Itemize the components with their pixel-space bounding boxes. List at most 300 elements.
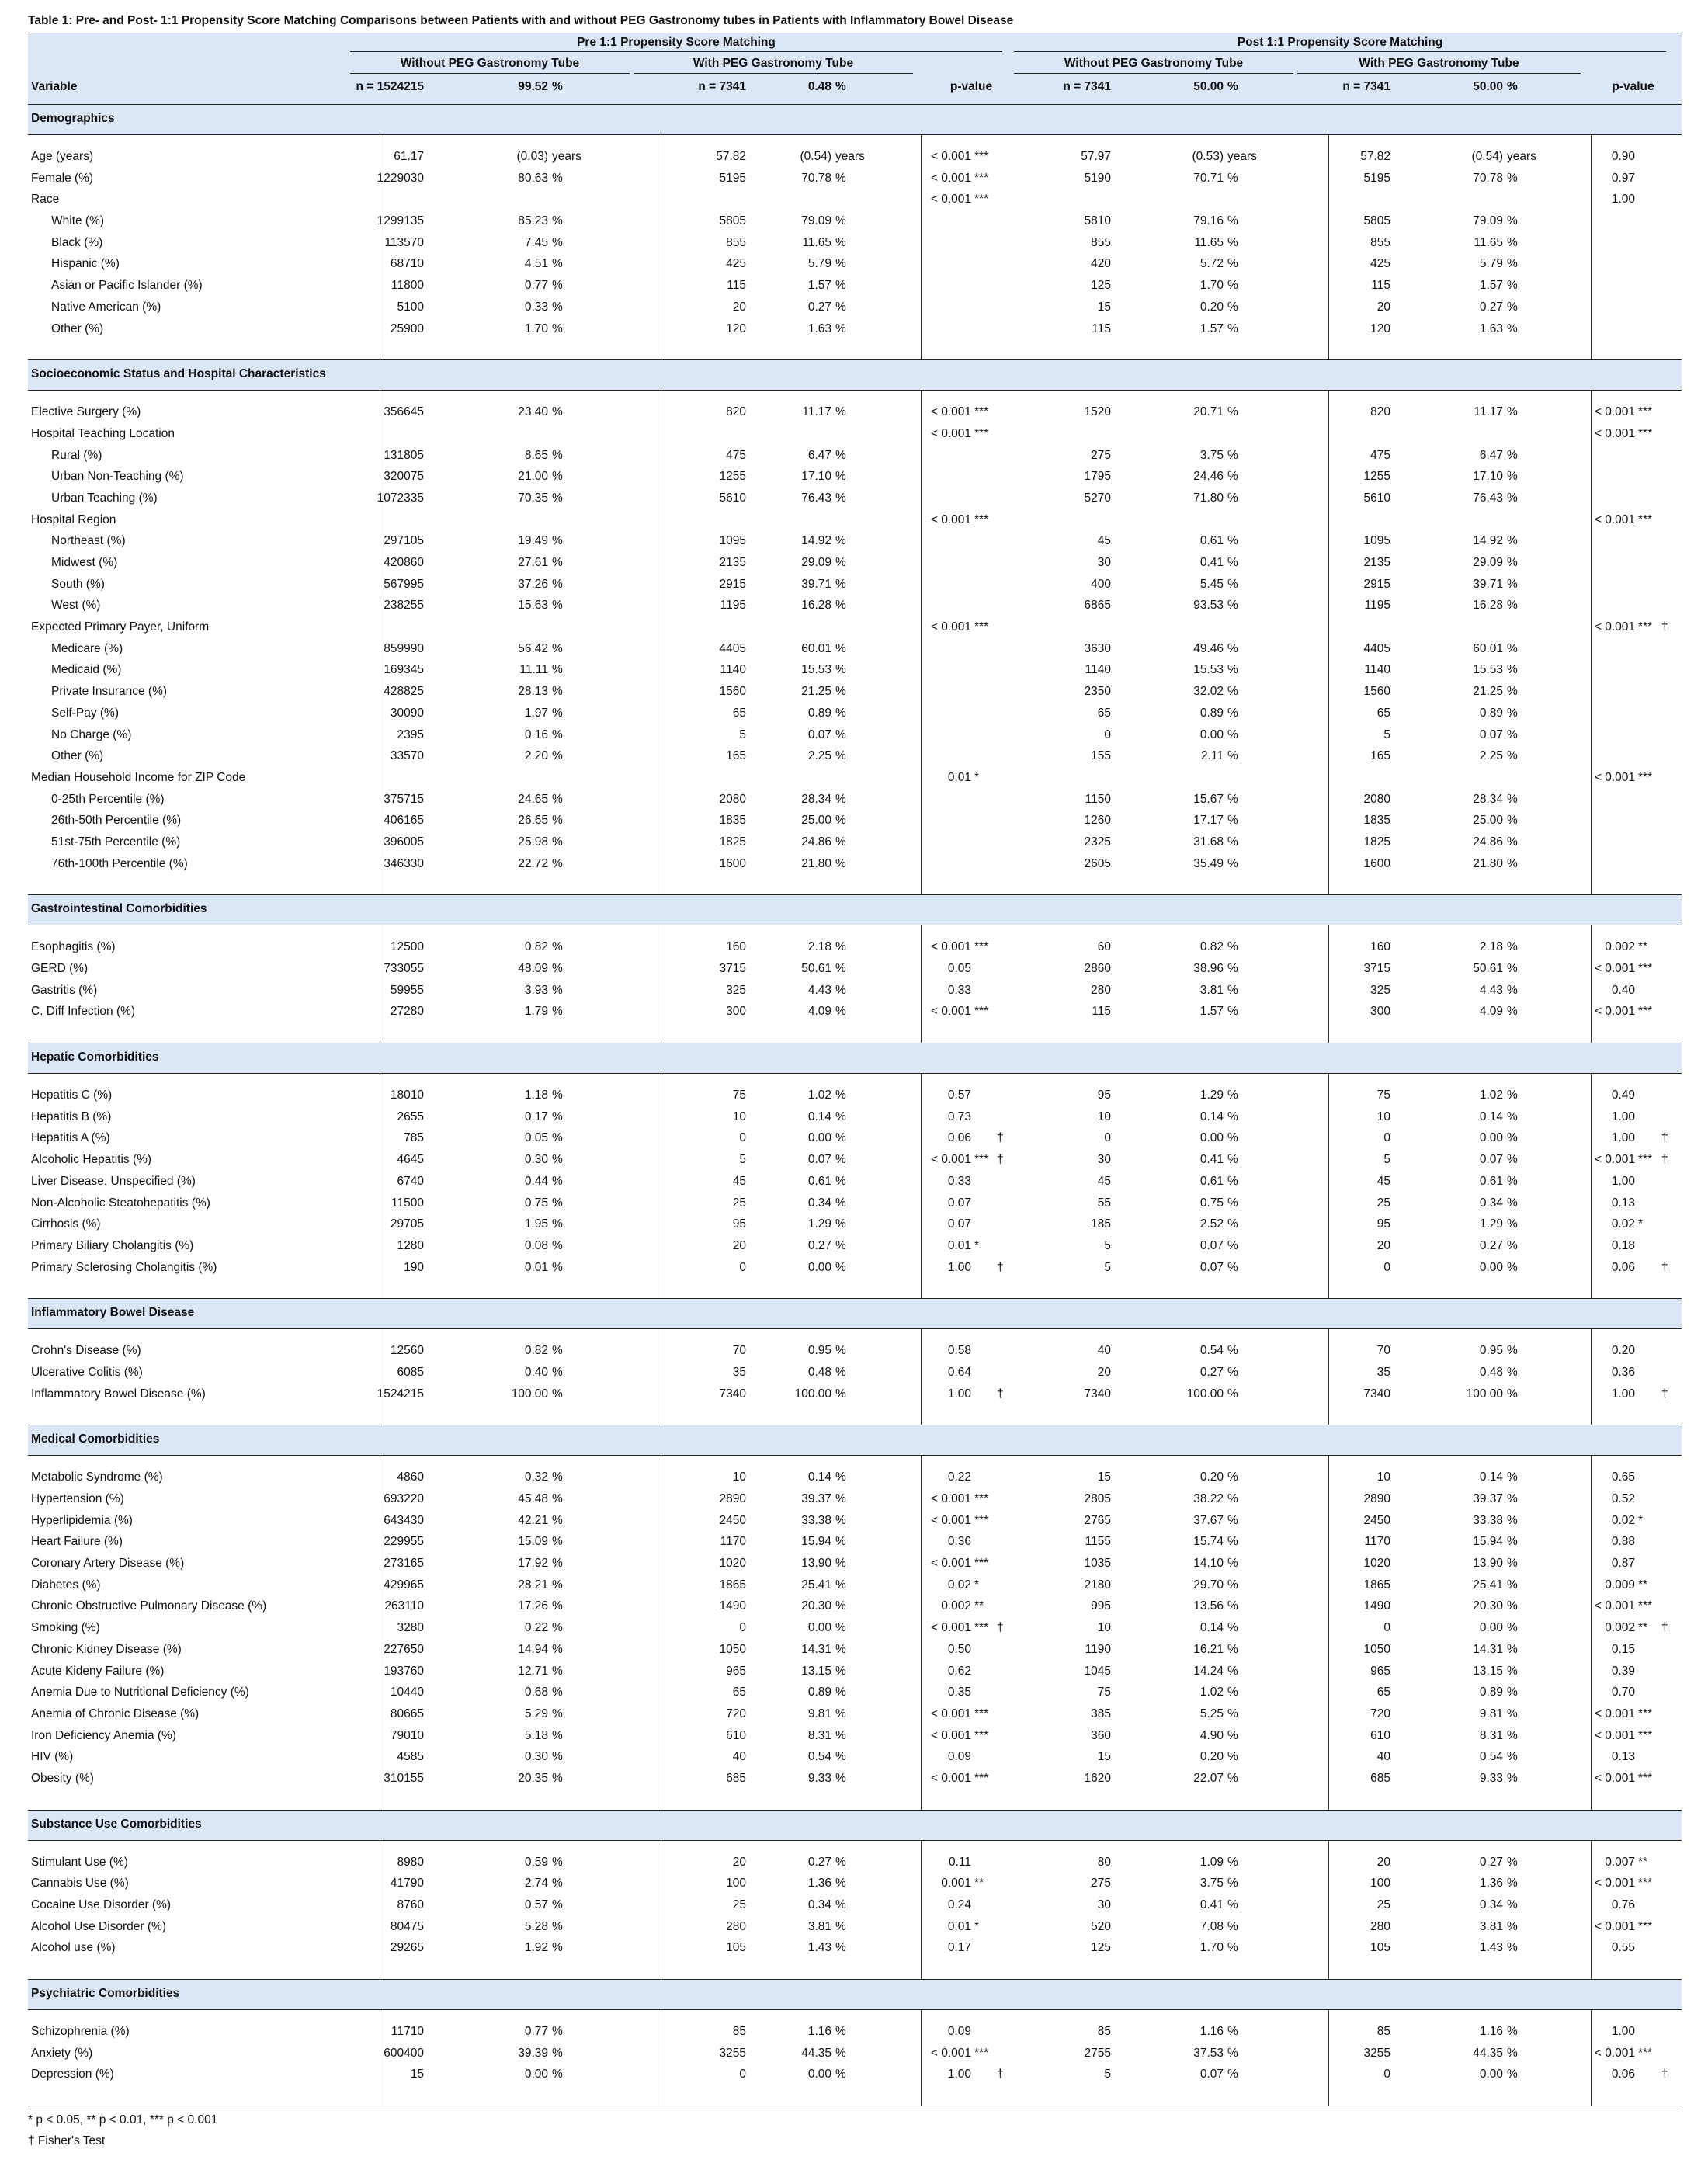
post-without-count: 155 xyxy=(1091,749,1111,763)
post-pvalue: 0.87 xyxy=(1611,1557,1635,1571)
pre-with-percent: 14.92 xyxy=(801,534,831,548)
post-without-percent: 5.72 xyxy=(1199,257,1224,271)
post-with-count: 25 xyxy=(1376,1898,1390,1911)
post-with-count: 65 xyxy=(1376,706,1390,720)
pre-without-percent: 5.29 xyxy=(524,1706,548,1720)
significance-stars: *** xyxy=(1638,770,1653,784)
post-pvalue: < 0.001 xyxy=(1594,1728,1635,1742)
pre-pvalue: 0.06 xyxy=(947,1131,971,1145)
post-with-percent: 28.34 xyxy=(1473,792,1503,806)
pre-with-percent: 0.54 xyxy=(807,1750,831,1764)
post-with-count: 300 xyxy=(1370,1005,1390,1019)
table-row xyxy=(28,1852,1682,1873)
post-without-count: 2805 xyxy=(1084,1492,1111,1505)
table-row xyxy=(28,2021,1682,2043)
pre-matching-rule xyxy=(350,51,1002,52)
post-without-count: 75 xyxy=(1097,1686,1111,1700)
pre-without-count: 8760 xyxy=(397,1898,424,1911)
pre-with-unit: % xyxy=(835,491,846,505)
post-without-count: 5 xyxy=(1104,1260,1111,1274)
pre-with-unit: % xyxy=(835,577,846,591)
post-without-percent: 0.07 xyxy=(1199,1260,1224,1274)
post-with-count: 57.82 xyxy=(1360,150,1390,163)
post-without-percent: 0.07 xyxy=(1199,1238,1224,1252)
pre-with-count: 0 xyxy=(739,1260,746,1274)
pre-with-percent: 1.36 xyxy=(807,1877,831,1890)
post-with-unit: % xyxy=(1507,1557,1518,1571)
post-with-count: 70 xyxy=(1376,1344,1390,1358)
pre-with-unit: % xyxy=(835,962,846,975)
pre-without-unit: % xyxy=(552,300,563,314)
post-with-count: 45 xyxy=(1376,1174,1390,1188)
pre-without-header: Without PEG Gastronomy Tube xyxy=(400,57,580,70)
post-pvalue: < 0.001 xyxy=(1594,426,1635,440)
pre-with-unit: % xyxy=(835,1706,846,1720)
pre-with-percent: 76.43 xyxy=(801,491,831,505)
post-with-percent: 0.07 xyxy=(1479,727,1503,741)
pre-with-count: 20 xyxy=(732,1238,746,1252)
post-without-unit: % xyxy=(1227,1664,1238,1678)
pre-without-unit: % xyxy=(552,663,563,677)
pre-with-unit: % xyxy=(835,641,846,655)
pre-with-unit: % xyxy=(835,257,846,271)
pre-without-count: 33570 xyxy=(390,749,424,763)
pre-without-unit: % xyxy=(552,1174,563,1188)
pre-with-unit: % xyxy=(835,1855,846,1869)
post-pvalue: < 0.001 xyxy=(1594,1153,1635,1167)
pre-with-count: 280 xyxy=(726,1919,746,1933)
significance-stars: *** xyxy=(974,193,989,207)
variable-label: Non-Alcoholic Steatohepatitis (%) xyxy=(31,1196,210,1210)
variable-label: Cocaine Use Disorder (%) xyxy=(31,1898,172,1911)
post-with-percent: 0.34 xyxy=(1479,1196,1503,1210)
pre-with-unit: % xyxy=(835,1513,846,1527)
pre-with-percent: 44.35 xyxy=(801,2046,831,2060)
pre-with-percent: 4.09 xyxy=(807,1005,831,1019)
pre-with-percent: 0.89 xyxy=(807,1686,831,1700)
pre-without-unit: % xyxy=(552,2046,563,2060)
post-with-count: 20 xyxy=(1376,1238,1390,1252)
pre-without-unit: % xyxy=(552,1557,563,1571)
pre-pvalue: 0.35 xyxy=(947,1686,971,1700)
significance-stars: *** xyxy=(1638,426,1653,440)
pre-without-percent: 19.49 xyxy=(518,534,548,548)
pre-without-count: 1280 xyxy=(397,1238,424,1252)
pre-without-count: 310155 xyxy=(384,1771,424,1785)
post-with-percent: 44.35 xyxy=(1473,2046,1503,2060)
section-header xyxy=(28,1979,1682,2010)
post-without-percent: 14.24 xyxy=(1193,1664,1224,1678)
post-with-unit: % xyxy=(1507,1365,1518,1379)
post-without-count: 30 xyxy=(1097,1153,1111,1167)
table-row xyxy=(28,1873,1682,1894)
pre-without-percent: 17.26 xyxy=(518,1599,548,1613)
post-with-count: 2890 xyxy=(1363,1492,1390,1505)
post-without-unit: % xyxy=(1227,1470,1238,1484)
pre-without-count: 6740 xyxy=(397,1174,424,1188)
pre-without-count: 238255 xyxy=(384,599,424,613)
post-with-unit: % xyxy=(1507,171,1518,185)
post-without-unit: % xyxy=(1227,1492,1238,1505)
post-without-percent: 0.27 xyxy=(1199,1365,1224,1379)
post-without-unit: % xyxy=(1227,1855,1238,1869)
post-pvalue: 0.97 xyxy=(1611,171,1635,185)
post-without-unit: % xyxy=(1227,835,1238,849)
pre-without-percent: 4.51 xyxy=(524,257,548,271)
post-without-percent: 100.00 xyxy=(1186,1387,1224,1401)
document xyxy=(28,11,1682,2151)
variable-label: Smoking (%) xyxy=(31,1621,100,1635)
pre-pvalue: 0.09 xyxy=(947,1750,971,1764)
pre-with-unit: % xyxy=(835,983,846,997)
pre-with-percent: 14.31 xyxy=(801,1642,831,1656)
pre-without-percent: 42.21 xyxy=(518,1513,548,1527)
pre-without-unit: % xyxy=(552,1919,563,1933)
variable-label: Acute Kideny Failure (%) xyxy=(31,1664,165,1678)
pre-without-percent: 15.09 xyxy=(518,1535,548,1549)
section-title: Hepatic Comorbidities xyxy=(31,1050,159,1064)
table-row xyxy=(28,275,1682,297)
post-without-percent: 20.71 xyxy=(1193,405,1224,419)
post-with-unit: % xyxy=(1507,1642,1518,1656)
variable-label: Esophagitis (%) xyxy=(31,940,116,954)
post-with-percent: 0.89 xyxy=(1479,1686,1503,1700)
pre-pvalue: < 0.001 xyxy=(930,1557,971,1571)
pre-without-percent: 28.21 xyxy=(518,1578,548,1592)
post-with-percent: 0.27 xyxy=(1479,1855,1503,1869)
post-without-unit: % xyxy=(1227,1686,1238,1700)
post-without-percent: 2.11 xyxy=(1200,749,1224,763)
pre-with-unit: % xyxy=(835,2068,846,2081)
section-rows xyxy=(28,391,1682,894)
pre-with-count: 25 xyxy=(732,1196,746,1210)
significance-stars: *** xyxy=(974,1153,989,1167)
pre-without-percent: 0.77 xyxy=(524,2025,548,2039)
variable-label: Depression (%) xyxy=(31,2068,114,2081)
post-without-unit: % xyxy=(1227,1941,1238,1955)
post-without-unit: % xyxy=(1227,685,1238,699)
post-with-unit: % xyxy=(1507,2025,1518,2039)
post-without-percent: 0.75 xyxy=(1199,1196,1224,1210)
post-matching-rule xyxy=(1014,51,1666,52)
pre-with-percent: 0.00 xyxy=(807,2068,831,2081)
table-row xyxy=(28,1510,1682,1532)
post-without-percent: 0.14 xyxy=(1199,1621,1224,1635)
post-pvalue: 1.00 xyxy=(1611,1387,1635,1401)
pre-without-unit: % xyxy=(552,1750,563,1764)
section-rows xyxy=(28,1074,1682,1298)
pre-without-unit: % xyxy=(552,448,563,462)
post-without-unit: % xyxy=(1227,1365,1238,1379)
pre-with-count: 2890 xyxy=(719,1492,746,1505)
significance-stars: *** xyxy=(1638,405,1653,419)
pre-with-count: 20 xyxy=(732,300,746,314)
spacer xyxy=(28,135,1682,146)
post-with-percent: 0.00 xyxy=(1479,1260,1503,1274)
variable-label: 76th-100th Percentile (%) xyxy=(51,856,188,870)
variable-label: Hospital Region xyxy=(31,512,116,526)
post-with-percent: 3.81 xyxy=(1479,1919,1503,1933)
pre-with-unit: % xyxy=(835,1131,846,1145)
post-without-count: 45 xyxy=(1097,534,1111,548)
pre-without-count: 2395 xyxy=(397,727,424,741)
post-without-count: 30 xyxy=(1097,1898,1111,1911)
post-with-percent: 0.14 xyxy=(1479,1109,1503,1123)
table-row xyxy=(28,1127,1682,1149)
post-without-percent: 32.02 xyxy=(1193,685,1224,699)
post-without-unit: % xyxy=(1227,1877,1238,1890)
post-with-unit: % xyxy=(1507,235,1518,249)
pre-with-unit: years xyxy=(835,150,865,163)
post-without-count: 15 xyxy=(1097,1750,1111,1764)
pre-without-unit: % xyxy=(552,1898,563,1911)
pre-with-unit: % xyxy=(835,1750,846,1764)
pre-without-unit: % xyxy=(552,1664,563,1678)
post-with-header: With PEG Gastronomy Tube xyxy=(1359,57,1519,70)
post-with-count: 120 xyxy=(1370,321,1390,335)
pre-without-count: 600400 xyxy=(384,2046,424,2060)
pre-without-count: 396005 xyxy=(384,835,424,849)
post-without-percent: 1.16 xyxy=(1199,2025,1224,2039)
pre-without-percent: 0.16 xyxy=(524,727,548,741)
fisher-dagger: † xyxy=(1661,2068,1668,2081)
pre-without-pct: 99.52 xyxy=(518,80,548,93)
post-without-count: 6865 xyxy=(1084,599,1111,613)
pre-without-unit: % xyxy=(552,2025,563,2039)
pre-without-unit: % xyxy=(552,1217,563,1231)
pre-with-unit: % xyxy=(835,940,846,954)
variable-label: Alcohol use (%) xyxy=(31,1941,116,1955)
pre-with-count: 45 xyxy=(732,1174,746,1188)
pre-without-percent: 2.74 xyxy=(524,1877,548,1890)
pre-without-count: 1524215 xyxy=(377,1387,424,1401)
table-row xyxy=(28,1467,1682,1488)
pre-with-count: 5 xyxy=(739,1153,746,1167)
significance-stars: ** xyxy=(1638,940,1648,954)
post-without-percent: 1.57 xyxy=(1199,321,1224,335)
pre-with-count: 855 xyxy=(726,235,746,249)
post-with-unit: % xyxy=(1507,663,1518,677)
pre-pvalue: < 0.001 xyxy=(930,405,971,419)
post-pvalue: < 0.001 xyxy=(1594,620,1635,634)
pre-with-count: 65 xyxy=(732,1686,746,1700)
post-without-percent: 15.53 xyxy=(1193,663,1224,677)
post-without-unit: % xyxy=(1227,279,1238,293)
pre-with-percent: 29.09 xyxy=(801,556,831,569)
table-row xyxy=(28,810,1682,832)
post-with-unit: % xyxy=(1507,1109,1518,1123)
pre-with-unit: % xyxy=(835,470,846,484)
pre-pvalue: 0.17 xyxy=(947,1941,971,1955)
post-without-percent: 0.41 xyxy=(1199,556,1224,569)
pre-without-percent: 24.65 xyxy=(518,792,548,806)
post-without-percent: 5.45 xyxy=(1199,577,1224,591)
post-with-count: 1170 xyxy=(1364,1535,1390,1549)
post-without-count: 57.97 xyxy=(1081,150,1111,163)
post-with-count: 5 xyxy=(1383,1153,1390,1167)
pre-without-unit: % xyxy=(552,856,563,870)
section-title: Demographics xyxy=(31,112,115,125)
pre-with-percent: 0.07 xyxy=(807,1153,831,1167)
pre-without-unit: % xyxy=(552,1109,563,1123)
pre-with-unit: % xyxy=(835,300,846,314)
pre-without-unit: % xyxy=(552,235,563,249)
significance-stars: *** xyxy=(974,1728,989,1742)
pre-with-count: 820 xyxy=(726,405,746,419)
post-pvalue: 0.007 xyxy=(1605,1855,1635,1869)
pre-without-percent: 85.23 xyxy=(518,214,548,228)
pre-with-percent: 0.14 xyxy=(807,1470,831,1484)
pre-with-unit: % xyxy=(835,1686,846,1700)
post-with-unit: % xyxy=(1507,1492,1518,1505)
variable-label: Cannabis Use (%) xyxy=(31,1877,129,1890)
post-with-count: 0 xyxy=(1383,2068,1390,2081)
pre-with-count: 475 xyxy=(726,448,746,462)
pre-with-unit: % xyxy=(835,1217,846,1231)
post-without-percent: 3.81 xyxy=(1199,983,1224,997)
post-with-unit: % xyxy=(1507,641,1518,655)
variable-label: Diabetes (%) xyxy=(31,1578,101,1592)
post-without-count: 5 xyxy=(1104,1238,1111,1252)
pre-with-percent: 5.79 xyxy=(807,257,831,271)
post-with-count: 85 xyxy=(1376,2025,1390,2039)
pre-without-unit: % xyxy=(552,279,563,293)
post-without-unit: % xyxy=(1227,2046,1238,2060)
post-with-unit: % xyxy=(1507,470,1518,484)
post-without-count: 185 xyxy=(1091,1217,1111,1231)
post-without-count: 855 xyxy=(1091,235,1111,249)
post-without-unit: % xyxy=(1227,1174,1238,1188)
post-without-unit: % xyxy=(1227,814,1238,828)
post-without-percent: 1.02 xyxy=(1199,1686,1224,1700)
pre-with-percent: 6.47 xyxy=(807,448,831,462)
pre-without-count: 12560 xyxy=(390,1344,424,1358)
post-with-count: 280 xyxy=(1370,1919,1390,1933)
post-with-count: 1020 xyxy=(1363,1557,1390,1571)
pre-with-percent: 0.95 xyxy=(807,1344,831,1358)
pre-without-percent: 2.20 xyxy=(524,749,548,763)
post-without-percent: 0.20 xyxy=(1199,300,1224,314)
post-without-unit: % xyxy=(1227,556,1238,569)
variable-label: Northeast (%) xyxy=(51,534,126,548)
pre-with-rule xyxy=(634,73,913,74)
post-with-percent: 33.38 xyxy=(1473,1513,1503,1527)
section-rows xyxy=(28,1329,1682,1425)
post-without-count: 420 xyxy=(1091,257,1111,271)
variable-label: Liver Disease, Unspecified (%) xyxy=(31,1174,196,1188)
pre-with-percent: 0.00 xyxy=(807,1621,831,1635)
post-with-unit: % xyxy=(1507,214,1518,228)
post-pvalue: 0.06 xyxy=(1611,2068,1635,2081)
table-row xyxy=(28,1937,1682,1959)
post-without-percent: 13.56 xyxy=(1193,1599,1224,1613)
pre-without-unit: % xyxy=(552,1599,563,1613)
pre-without-unit: % xyxy=(552,1260,563,1274)
section-header xyxy=(28,894,1682,925)
post-with-unit: % xyxy=(1507,1686,1518,1700)
post-with-percent: 14.31 xyxy=(1473,1642,1503,1656)
post-with-percent: 0.14 xyxy=(1479,1470,1503,1484)
pre-with-count: 35 xyxy=(732,1365,746,1379)
post-without-count: 20 xyxy=(1097,1365,1111,1379)
post-with-percent: 100.00 xyxy=(1466,1387,1503,1401)
pre-with-count: 1865 xyxy=(719,1578,746,1592)
pre-without-percent: 0.30 xyxy=(524,1750,548,1764)
pre-without-count: 61.17 xyxy=(394,150,424,163)
pre-with-unit: % xyxy=(835,321,846,335)
section-title: Psychiatric Comorbidities xyxy=(31,1987,180,2001)
table-row xyxy=(28,832,1682,853)
table-row xyxy=(28,1340,1682,1362)
pre-without-count: 356645 xyxy=(384,405,424,419)
significance-stars: *** xyxy=(974,2046,989,2060)
pre-with-count: 0 xyxy=(739,1621,746,1635)
post-pvalue: 0.90 xyxy=(1611,150,1635,163)
pre-with-unit: % xyxy=(835,727,846,741)
section-rows xyxy=(28,1456,1682,1809)
pre-without-percent: 0.59 xyxy=(524,1855,548,1869)
pre-with-percent: 0.27 xyxy=(807,300,831,314)
post-with-unit: % xyxy=(1507,2046,1518,2060)
pre-without-unit: % xyxy=(552,1706,563,1720)
post-with-percent: 50.61 xyxy=(1473,962,1503,975)
pre-with-percent: 100.00 xyxy=(794,1387,831,1401)
pre-without-unit: % xyxy=(552,1492,563,1505)
pre-without-unit: % xyxy=(552,1470,563,1484)
post-without-unit: % xyxy=(1227,80,1238,93)
pre-without-unit: % xyxy=(552,1131,563,1145)
pre-with-count: 10 xyxy=(732,1470,746,1484)
variable-label: Native American (%) xyxy=(51,300,161,314)
pre-without-percent: 7.45 xyxy=(524,235,548,249)
pre-pvalue: 0.57 xyxy=(947,1088,971,1102)
variable-label: 26th-50th Percentile (%) xyxy=(51,814,182,828)
post-pvalue: 0.15 xyxy=(1611,1642,1635,1656)
variable-label: Alcoholic Hepatitis (%) xyxy=(31,1153,152,1167)
pre-with-count: 7340 xyxy=(719,1387,746,1401)
post-without-unit: % xyxy=(1227,214,1238,228)
footnotes xyxy=(28,2106,1682,2151)
pre-without-count: 229955 xyxy=(384,1535,424,1549)
post-pvalue: 0.009 xyxy=(1605,1578,1635,1592)
pre-with-unit: % xyxy=(835,1174,846,1188)
post-without-unit: % xyxy=(1227,470,1238,484)
post-with-unit: % xyxy=(1507,1088,1518,1102)
pre-pvalue: < 0.001 xyxy=(930,1153,971,1167)
pre-pvalue: 0.73 xyxy=(947,1109,971,1123)
pre-without-percent: 1.92 xyxy=(524,1941,548,1955)
pre-with-unit: % xyxy=(835,599,846,613)
pre-with-unit: % xyxy=(835,856,846,870)
post-without-unit: % xyxy=(1227,599,1238,613)
spacer xyxy=(28,1456,1682,1467)
post-without-unit: % xyxy=(1227,1599,1238,1613)
pre-with-unit: % xyxy=(835,1238,846,1252)
pre-without-percent: 26.65 xyxy=(518,814,548,828)
pre-with-percent: 15.94 xyxy=(801,1535,831,1549)
post-without-pct: 50.00 xyxy=(1193,80,1224,93)
post-with-percent: 16.28 xyxy=(1473,599,1503,613)
pre-without-unit: % xyxy=(552,1642,563,1656)
pre-with-percent: 39.37 xyxy=(801,1492,831,1505)
pre-with-percent: 13.15 xyxy=(801,1664,831,1678)
post-without-unit: % xyxy=(1227,1706,1238,1720)
pre-with-unit: % xyxy=(835,663,846,677)
post-without-count: 1190 xyxy=(1085,1642,1111,1656)
pre-with-percent: 0.48 xyxy=(807,1365,831,1379)
pre-without-unit: % xyxy=(552,470,563,484)
pre-without-percent: 25.98 xyxy=(518,835,548,849)
